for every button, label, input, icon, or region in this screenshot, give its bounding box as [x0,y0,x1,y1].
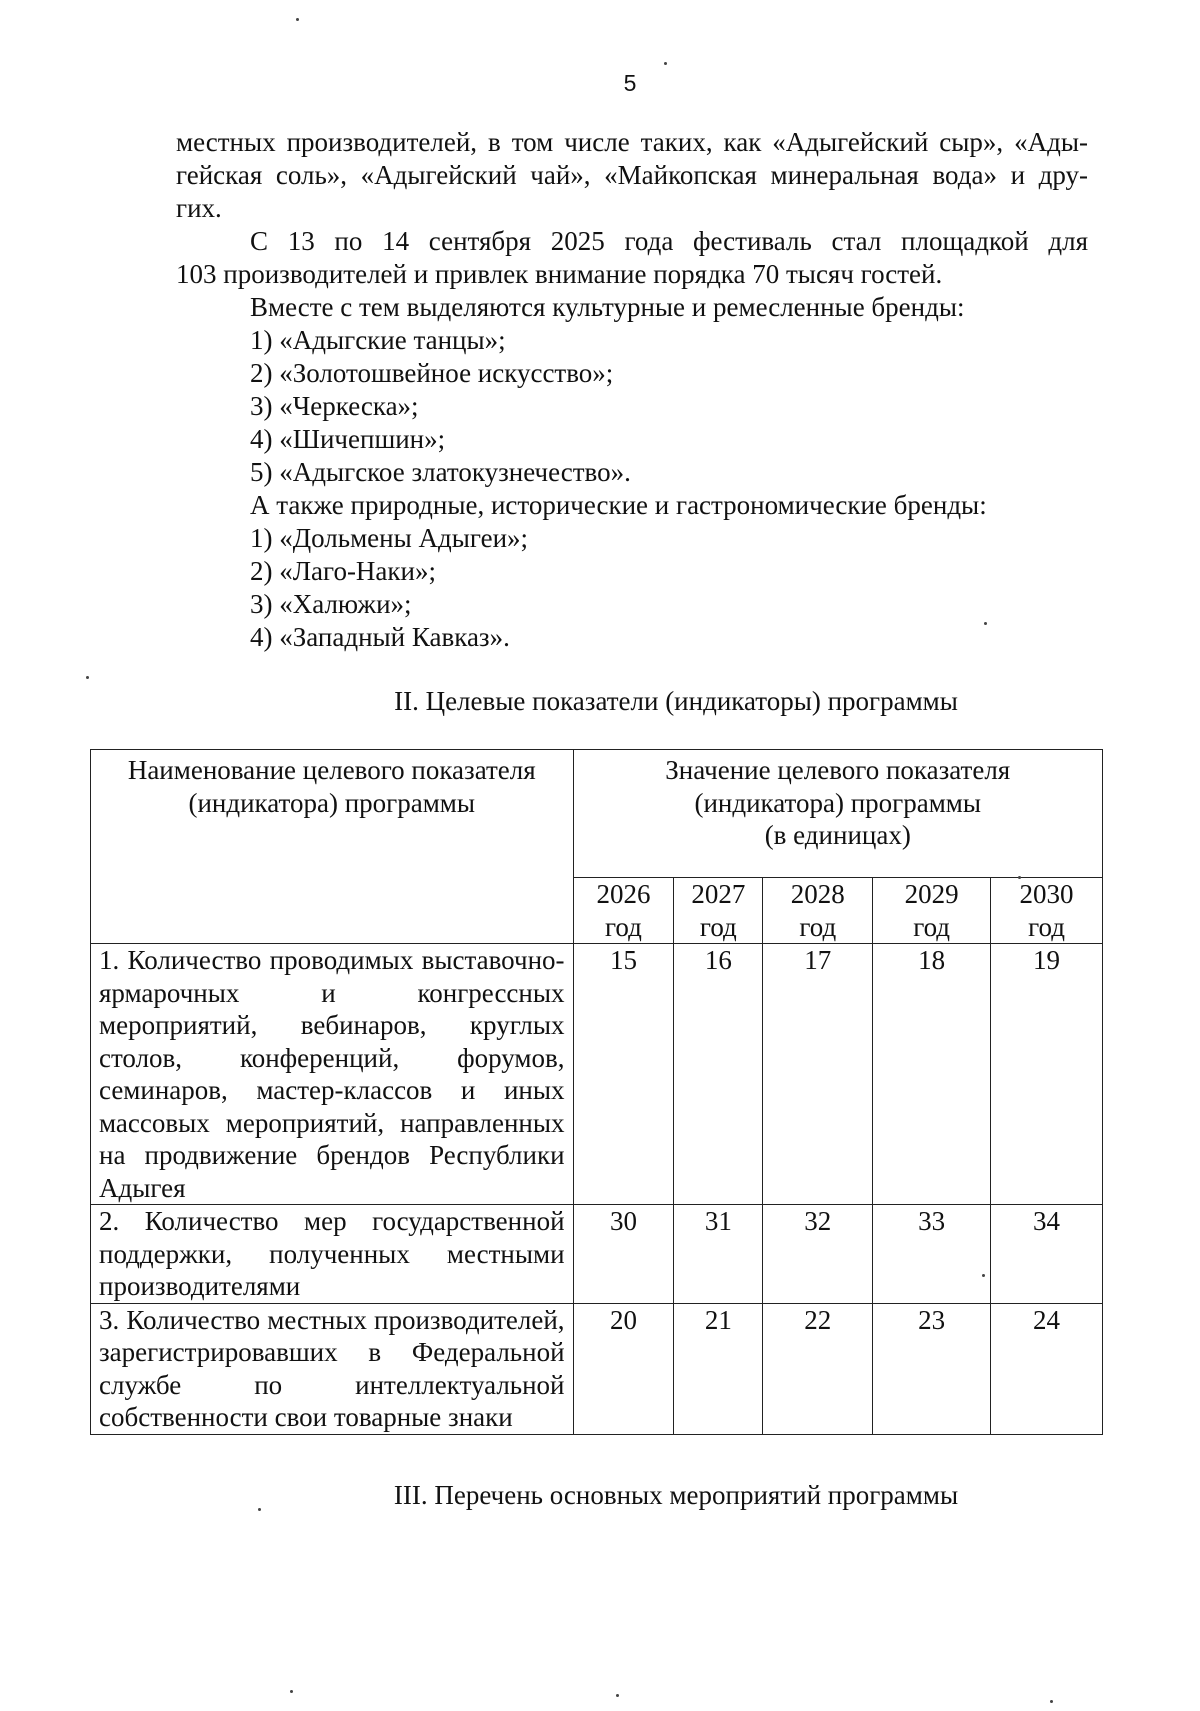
indicator-name: 1. Количество проводимых выставочно-ярмарочных и конгрессных мероприятий, вебинаров, круглых столов, конференций, форумов, семинаров, мастер-классов и иных массовых мероприятий, направленных на продвижение брендов Республики Адыгея [91,944,574,1205]
list-item: 1) «Дольмены Адыгеи»; [250,523,529,553]
indicator-value: 21 [674,1303,763,1434]
indicator-name: 2. Количество мер государственной поддержки, полученных местными производителями [91,1205,574,1304]
scan-speck [258,1508,261,1511]
year-unit: год [913,911,951,942]
scan-speck [1018,876,1021,879]
indicator-value: 34 [991,1205,1103,1304]
indicator-value: 19 [991,944,1103,1205]
scan-speck [1050,1700,1053,1703]
indicator-value: 24 [991,1303,1103,1434]
list-item: 3) «Черкеска»; [250,391,419,421]
year-header-2029 [873,878,991,944]
table-row [91,1205,1103,1304]
year-header-2030 [991,878,1103,944]
list-item: 2) «Лаго-Наки»; [250,556,436,586]
year-unit: год [605,911,642,942]
paragraph-1-line-1: местных производителей, в том числе таких, как «Адыгейский сыр», «Ады- [176,127,1088,157]
indicator-value: 17 [763,944,873,1205]
scan-speck [664,62,667,65]
header-value-line: Значение целевого показателя [665,755,1011,785]
indicator-value: 18 [873,944,991,1205]
year-label: 2027 [691,879,746,909]
indicator-name: 3. Количество местных производителей, зарегистрировавших в Федеральной службе по интеллектуальной собственности свои товарные знаки [91,1303,574,1434]
header-value-cell [573,750,1102,878]
page-number: 5 [623,70,637,96]
scan-speck [984,622,987,625]
year-label: 2030 [1019,879,1074,909]
section-2-title: II. Целевые показатели (индикаторы) программы [394,686,958,716]
indicators-table [90,749,1103,1435]
year-unit: год [799,911,837,942]
paragraph-2-line-1: С 13 по 14 сентября 2025 года фестиваль стал площадкой для [250,226,1088,256]
scan-speck [296,18,299,21]
indicator-value: 30 [573,1205,674,1304]
paragraph-2-line-2: 103 производителей и привлек внимание порядка 70 тысяч гостей. [176,259,943,289]
natural-brands-list [176,522,1088,654]
scan-speck [616,1694,619,1697]
table-row [91,944,1103,1205]
year-header-2027 [674,878,763,944]
indicator-value: 31 [674,1205,763,1304]
header-value-line: (в единицах) [764,820,911,850]
paragraph-3: Вместе с тем выделяются культурные и ремесленные бренды: [250,292,965,322]
header-name-cell [91,750,574,944]
header-name-line: (индикатора) программы [188,787,476,818]
list-item: 4) «Западный Кавказ». [250,622,510,652]
list-item: 4) «Шичепшин»; [250,424,446,454]
paragraph-4: А также природные, исторические и гастрономические бренды: [250,490,987,520]
list-item: 5) «Адыгское златокузнечество». [250,457,631,487]
list-item: 1) «Адыгские танцы»; [250,325,506,355]
year-label: 2028 [790,879,845,909]
indicator-value: 32 [763,1205,873,1304]
indicator-value: 15 [573,944,674,1205]
year-header-2028 [763,878,873,944]
indicator-value: 23 [873,1303,991,1434]
year-header-2026 [573,878,674,944]
year-label: 2029 [904,879,959,909]
scan-speck [86,676,89,679]
indicator-value: 33 [873,1205,991,1304]
list-item: 2) «Золотошвейное искусство»; [250,358,614,388]
year-unit: год [1028,911,1065,942]
year-unit: год [699,911,737,942]
cultural-brands-list [176,324,1088,489]
section-3-title: III. Перечень основных мероприятий программы [393,1480,959,1510]
year-label: 2026 [596,879,651,909]
header-name-line: Наименование целевого показателя [127,755,536,785]
intro-text [176,126,1088,654]
header-value-line: (индикатора) программы [694,787,982,818]
scan-speck [982,1274,985,1277]
paragraph-1-line-3: гих. [176,193,222,223]
table-header-row [91,750,1103,878]
scan-speck [290,1690,293,1693]
table-row [91,1303,1103,1434]
indicator-value: 22 [763,1303,873,1434]
indicator-value: 20 [573,1303,674,1434]
indicator-value: 16 [674,944,763,1205]
paragraph-1-line-2: гейская соль», «Адыгейский чай», «Майкопская минеральная вода» и дру- [176,160,1088,190]
list-item: 3) «Халюжи»; [250,589,412,619]
